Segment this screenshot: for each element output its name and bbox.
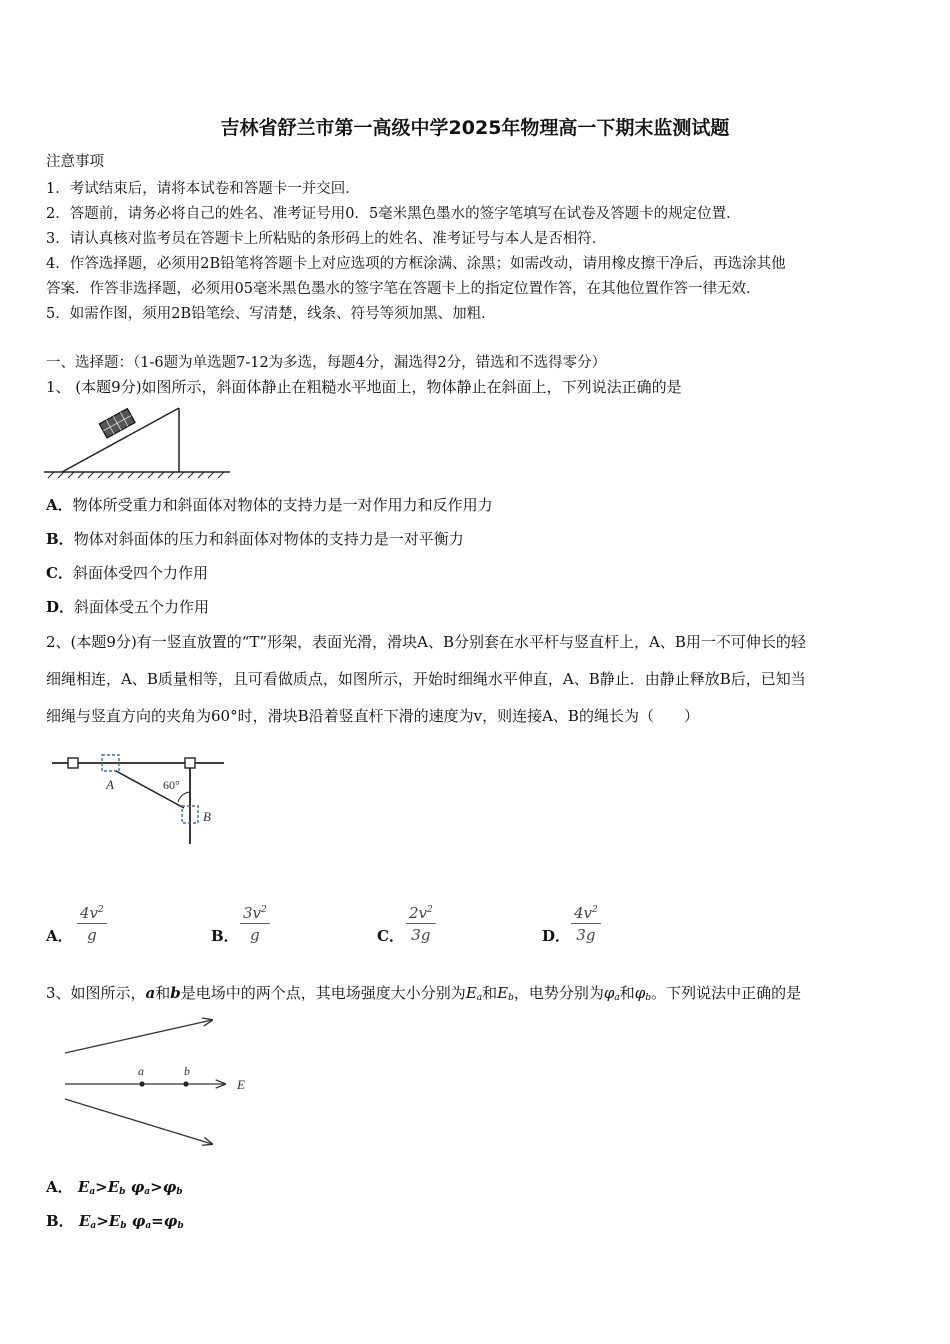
q2-stem-line: 细绳与竖直方向的夹角为60°时，滑块B沿着竖直杆下滑的速度为v，则连接A、B的绳长为（ ） [46,707,699,725]
notice-item: 4．作答选择题，必须用2B铅笔将答题卡上对应选项的方框涂满、涂黑；如需改动，请用橡皮擦干净后，再选涂其他 [46,256,786,272]
q2-option-d-fraction[interactable]: $\frac{4v^2}{3g}$ [571,900,601,946]
point-b [183,1081,188,1086]
label-e: E [237,1077,245,1092]
notice-item: 1．考试结束后，请将本试卷和答题卡一并交回． [46,181,360,197]
angle-label: 60° [163,778,180,792]
q3-option-a[interactable]: A． $E_a>E_b$ $\varphi_a>\varphi_b$ [46,1178,183,1197]
t-frame-figure [50,750,240,850]
electric-field-figure [60,1015,260,1150]
label-b: b [184,1064,190,1078]
notice-item: 5．如需作图，须用2B铅笔绘、写清楚，线条、符号等须加黑、加粗． [46,306,496,322]
notice-heading: 注意事项 [46,154,104,170]
q1-option-a[interactable]: A．物体所受重力和斜面体对物体的支持力是一对作用力和反作用力 [46,496,493,514]
notice-item: 答案．作答非选择题，必须用05毫米黑色墨水的签字笔在答题卡上的指定位置作答，在其他位置作答一律无效． [46,281,761,297]
notice-item: 2．答题前，请务必将自己的姓名、准考证号用0．5毫米黑色墨水的签字笔填写在试卷及答题卡的规定位置． [46,206,741,222]
q2-stem-line: 细绳相连，A、B质量相等，且可看做质点，如图所示，开始时细绳水平伸直，A、B静止．由静止释放B后，已知当 [46,670,806,688]
q1-option-c[interactable]: C．斜面体受四个力作用 [46,564,208,582]
q2-option-c-fraction[interactable]: $\frac{2v^2}{3g}$ [406,900,436,946]
section-heading: 一、选择题：（1-6题为单选题7-12为多选，每题4分，漏选得2分，错选和不选得零分） [46,355,607,371]
block [99,409,135,438]
q3-option-b[interactable]: B． $E_a>E_b$ $\varphi_a=\varphi_b$ [46,1212,184,1231]
q2-option-c-label[interactable]: C． [377,927,404,945]
label-a: A [106,777,114,792]
label-a: a [138,1064,144,1078]
q2-option-d-label[interactable]: D． [542,927,571,945]
q2-option-a-fraction[interactable]: $\frac{4v^2}{g}$ [77,900,107,946]
q2-option-a-label[interactable]: A． [46,927,73,945]
q1-stem: 1、 (本题9分)如图所示，斜面体静止在粗糙水平地面上，物体静止在斜面上，下列说法正确的是 [46,378,682,396]
q1-option-d[interactable]: D．斜面体受五个力作用 [46,598,210,616]
incline-figure [44,400,234,485]
page-title: 吉林省舒兰市第一高级中学2025年物理高一下期末监测试题 [220,117,730,139]
q2-option-b-label[interactable]: B． [211,927,239,945]
q3-stem: 3、如图所示，a和b是电场中的两个点，其电场强度大小分别为$E_a$和$E_b$，电势分别为$\varphi_a$和$\varphi_b$。下列说法中正确的是 [46,984,802,1003]
label-b: B [203,809,211,824]
notice-item: 3．请认真核对监考员在答题卡上所粘贴的条形码上的姓名、准考证号与本人是否相符． [46,231,607,247]
q1-option-b[interactable]: B．物体对斜面体的压力和斜面体对物体的支持力是一对平衡力 [46,530,464,548]
q2-stem-line: 2、(本题9分)有一竖直放置的“T”形架，表面光滑，滑块A、B分别套在水平杆与竖直杆上，A、B用一不可伸长的轻 [46,633,806,651]
point-a [139,1081,144,1086]
q2-option-b-fraction[interactable]: $\frac{3v^2}{g}$ [240,900,270,946]
